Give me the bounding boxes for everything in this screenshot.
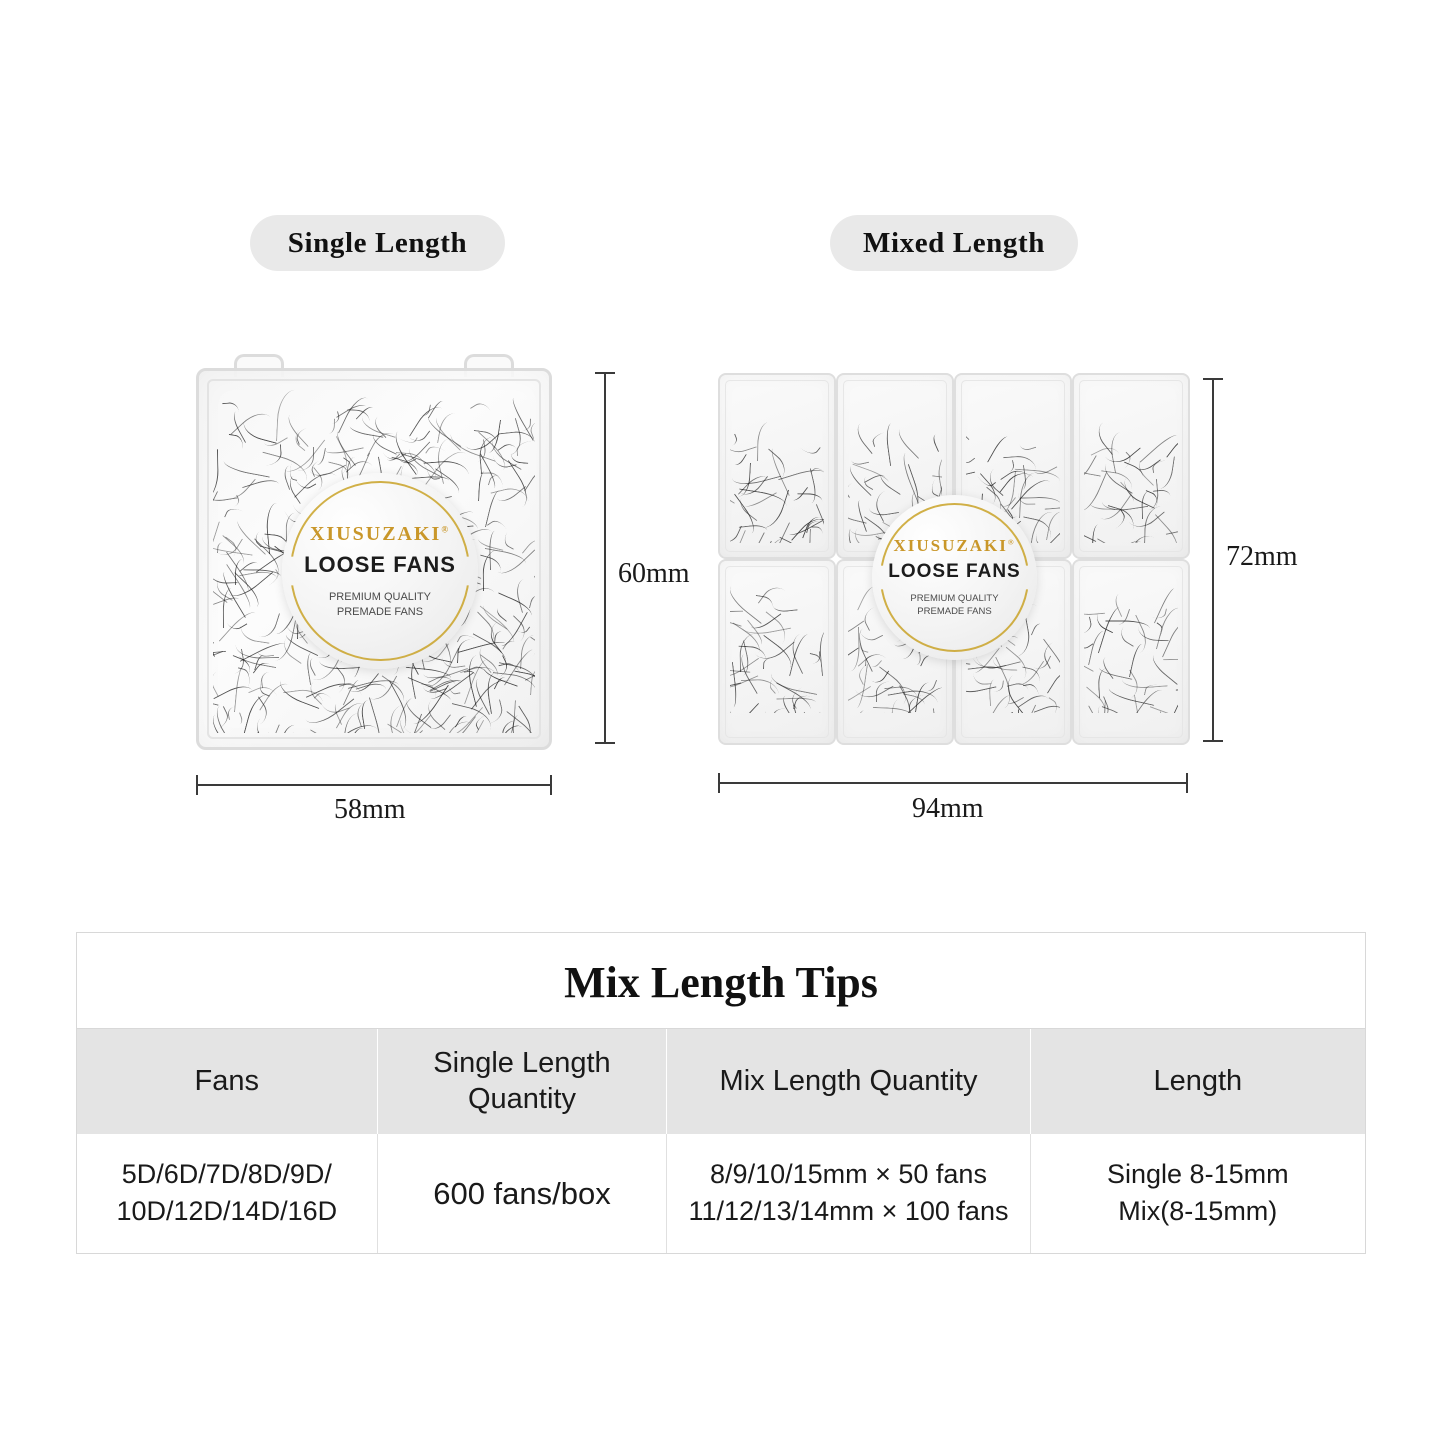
cell-single-length-quantity: 600 fans/box [377,1134,667,1254]
sticker-product-name: LOOSE FANS [304,551,456,577]
table-title: Mix Length Tips [77,933,1365,1029]
cell-length-line2: Mix(8-15mm) [1118,1196,1278,1227]
sticker-product-name: LOOSE FANS [888,561,1021,583]
lash-fans-texture [730,575,824,713]
column-header-single-length-quantity-line2: Quantity [467,1083,576,1116]
table-row [77,1134,1365,1254]
cell-length-line1: Single 8-15mm [1107,1158,1289,1189]
sticker-brand-name [310,523,450,546]
mixed-length-pill-label: Mixed Length [862,226,1045,259]
column-header-length: Length [1030,1029,1365,1134]
brand-registered-mark: ® [1007,537,1016,547]
cell-mix-length-quantity-line2: 11/12/13/14mm × 100 fans [688,1196,1009,1227]
mixed-length-pill [830,215,1078,271]
cell-length [1030,1134,1365,1254]
mixed-box-brand-sticker [872,495,1037,660]
mix-length-tips-table [76,932,1366,1254]
sticker-subtext-line1: PREMIUM QUALITY [328,590,432,603]
mixed-box-width-label: 94mm [912,793,984,824]
sticker-subtext-line2: PREMADE FANS [336,605,424,618]
single-box-height-label: 60mm [618,558,690,589]
mixed-box-height-dimension-line [1212,378,1214,742]
tray-top-1 [718,373,836,559]
tray-bottom-1 [718,559,836,745]
single-length-pill [250,215,505,271]
single-box-width-dimension-line [196,784,552,786]
cell-mix-length-quantity [667,1134,1030,1254]
sticker-subtext-line2: PREMADE FANS [917,606,992,617]
single-box-width-label: 58mm [334,794,406,825]
column-header-single-length-quantity-line1: Single Length [433,1047,611,1079]
table-header-row [77,1029,1365,1134]
lash-fans-texture [1084,575,1178,713]
mixed-box-width-dimension-line [718,782,1188,784]
single-box-height-dimension-line [604,372,606,744]
cell-mix-length-quantity-line1: 8/9/10/15mm × 50 fans [710,1158,987,1189]
tray-bottom-4 [1072,559,1190,745]
column-header-mix-length-quantity: Mix Length Quantity [667,1029,1030,1134]
brand-registered-mark: ® [441,524,451,534]
column-header-fans: Fans [77,1029,377,1134]
single-box-brand-sticker [282,473,478,669]
single-length-pill-label: Single Length [287,226,468,259]
sticker-gold-ring [290,481,470,661]
brand-text: XIUSUZAKI [309,522,442,545]
mixed-box-height-label: 72mm [1226,541,1298,572]
brand-text: XIUSUZAKI [893,536,1008,556]
column-header-single-length-quantity [377,1029,667,1134]
cell-fans-line1: 5D/6D/7D/8D/9D/ [121,1158,332,1189]
lash-fans-texture [1084,415,1178,543]
sticker-brand-name [893,536,1015,556]
tray-top-4 [1072,373,1190,559]
cell-fans [77,1134,377,1254]
lash-fans-texture [730,415,824,543]
cell-fans-line2: 10D/12D/14D/16D [116,1196,338,1227]
sticker-subtext-line1: PREMIUM QUALITY [910,593,999,605]
specs-table [77,1029,1365,1253]
